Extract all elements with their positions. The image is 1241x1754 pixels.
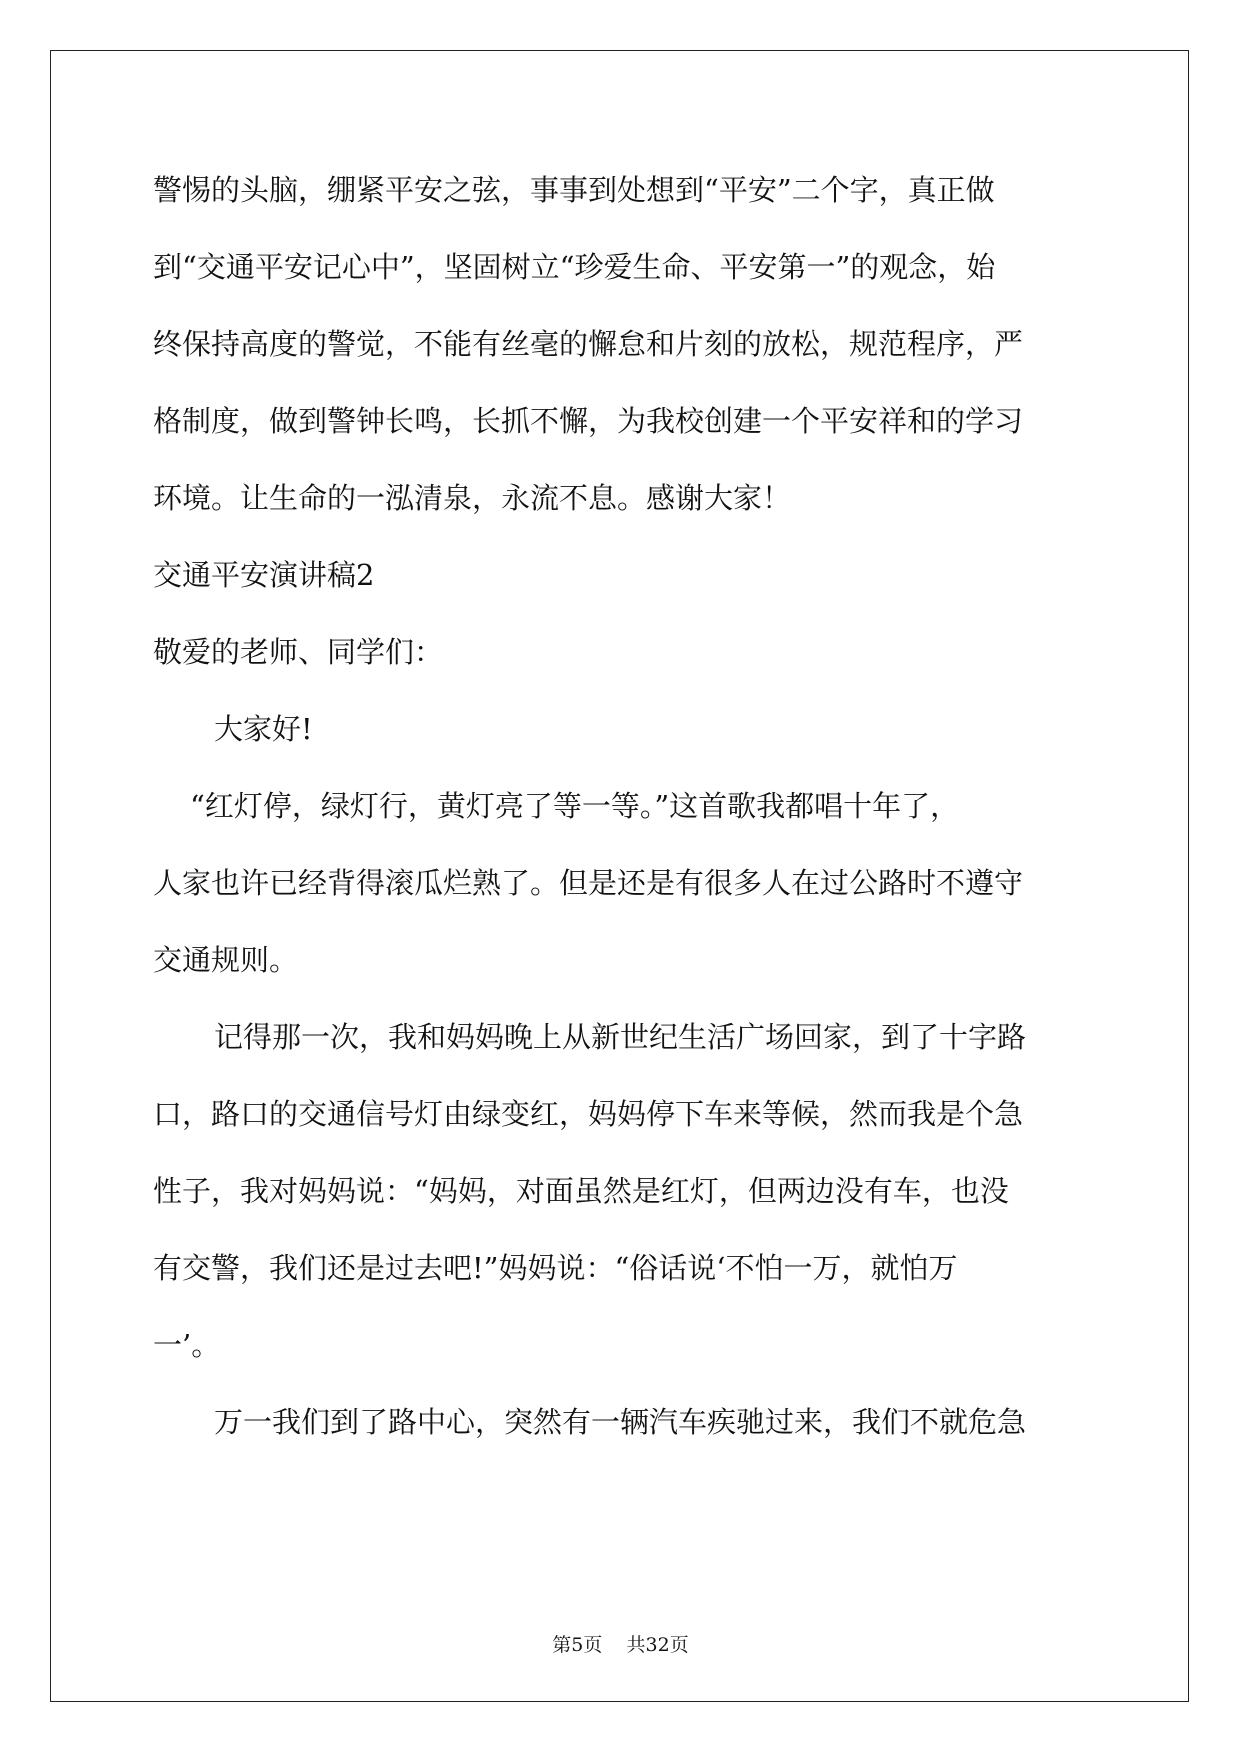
body-line: 环境。让生命的一泓清泉，永流不息。感谢大家！ [153, 481, 792, 515]
body-line: 终保持高度的警觉，不能有丝毫的懈怠和片刻的放松，规范程序，严 [153, 327, 1024, 361]
body-line: 万一我们到了路中心，突然有一辆汽车疾驰过来，我们不就危急 [214, 1405, 1027, 1439]
body-line: 一’。 [153, 1328, 221, 1362]
body-line: 人家也许已经背得滚瓜烂熟了。但是还是有很多人在过公路时不遵守 [153, 866, 1024, 900]
body-line: 性子，我对妈妈说：“妈妈，对面虽然是红灯，但两边没有车，也没 [153, 1174, 1009, 1208]
body-line: 记得那一次，我和妈妈晚上从新世纪生活广场回家，到了十字路 [214, 1020, 1027, 1054]
body-line: 警惕的头脑，绷紧平安之弦，事事到处想到“平安”二个字，真正做 [153, 173, 995, 207]
body-line: 有交警，我们还是过去吧!”妈妈说：“俗话说‘不怕一万，就怕万 [153, 1251, 958, 1285]
body-line: 交通规则。 [153, 943, 299, 977]
body-line: “红灯停，绿灯行，黄灯亮了等一等。”这首歌我都唱十年了， [190, 789, 960, 823]
salutation: 敬爱的老师、同学们： [153, 635, 444, 669]
body-line: 格制度，做到警钟长鸣，长抓不懈，为我校创建一个平安祥和的学习 [153, 404, 1024, 438]
greeting: 大家好! [214, 712, 313, 746]
page-number: 第5页 [552, 1634, 603, 1656]
body-line: 口，路口的交通信号灯由绿变红，妈妈停下车来等候，然而我是个急 [153, 1097, 1024, 1131]
section-title: 交通平安演讲稿2 [153, 558, 375, 592]
page-footer [0, 1630, 1241, 1657]
page-total: 共32页 [626, 1634, 689, 1656]
body-line: 到“交通平安记心中”，坚固树立“珍爱生命、平安第一”的观念，始 [153, 250, 996, 284]
